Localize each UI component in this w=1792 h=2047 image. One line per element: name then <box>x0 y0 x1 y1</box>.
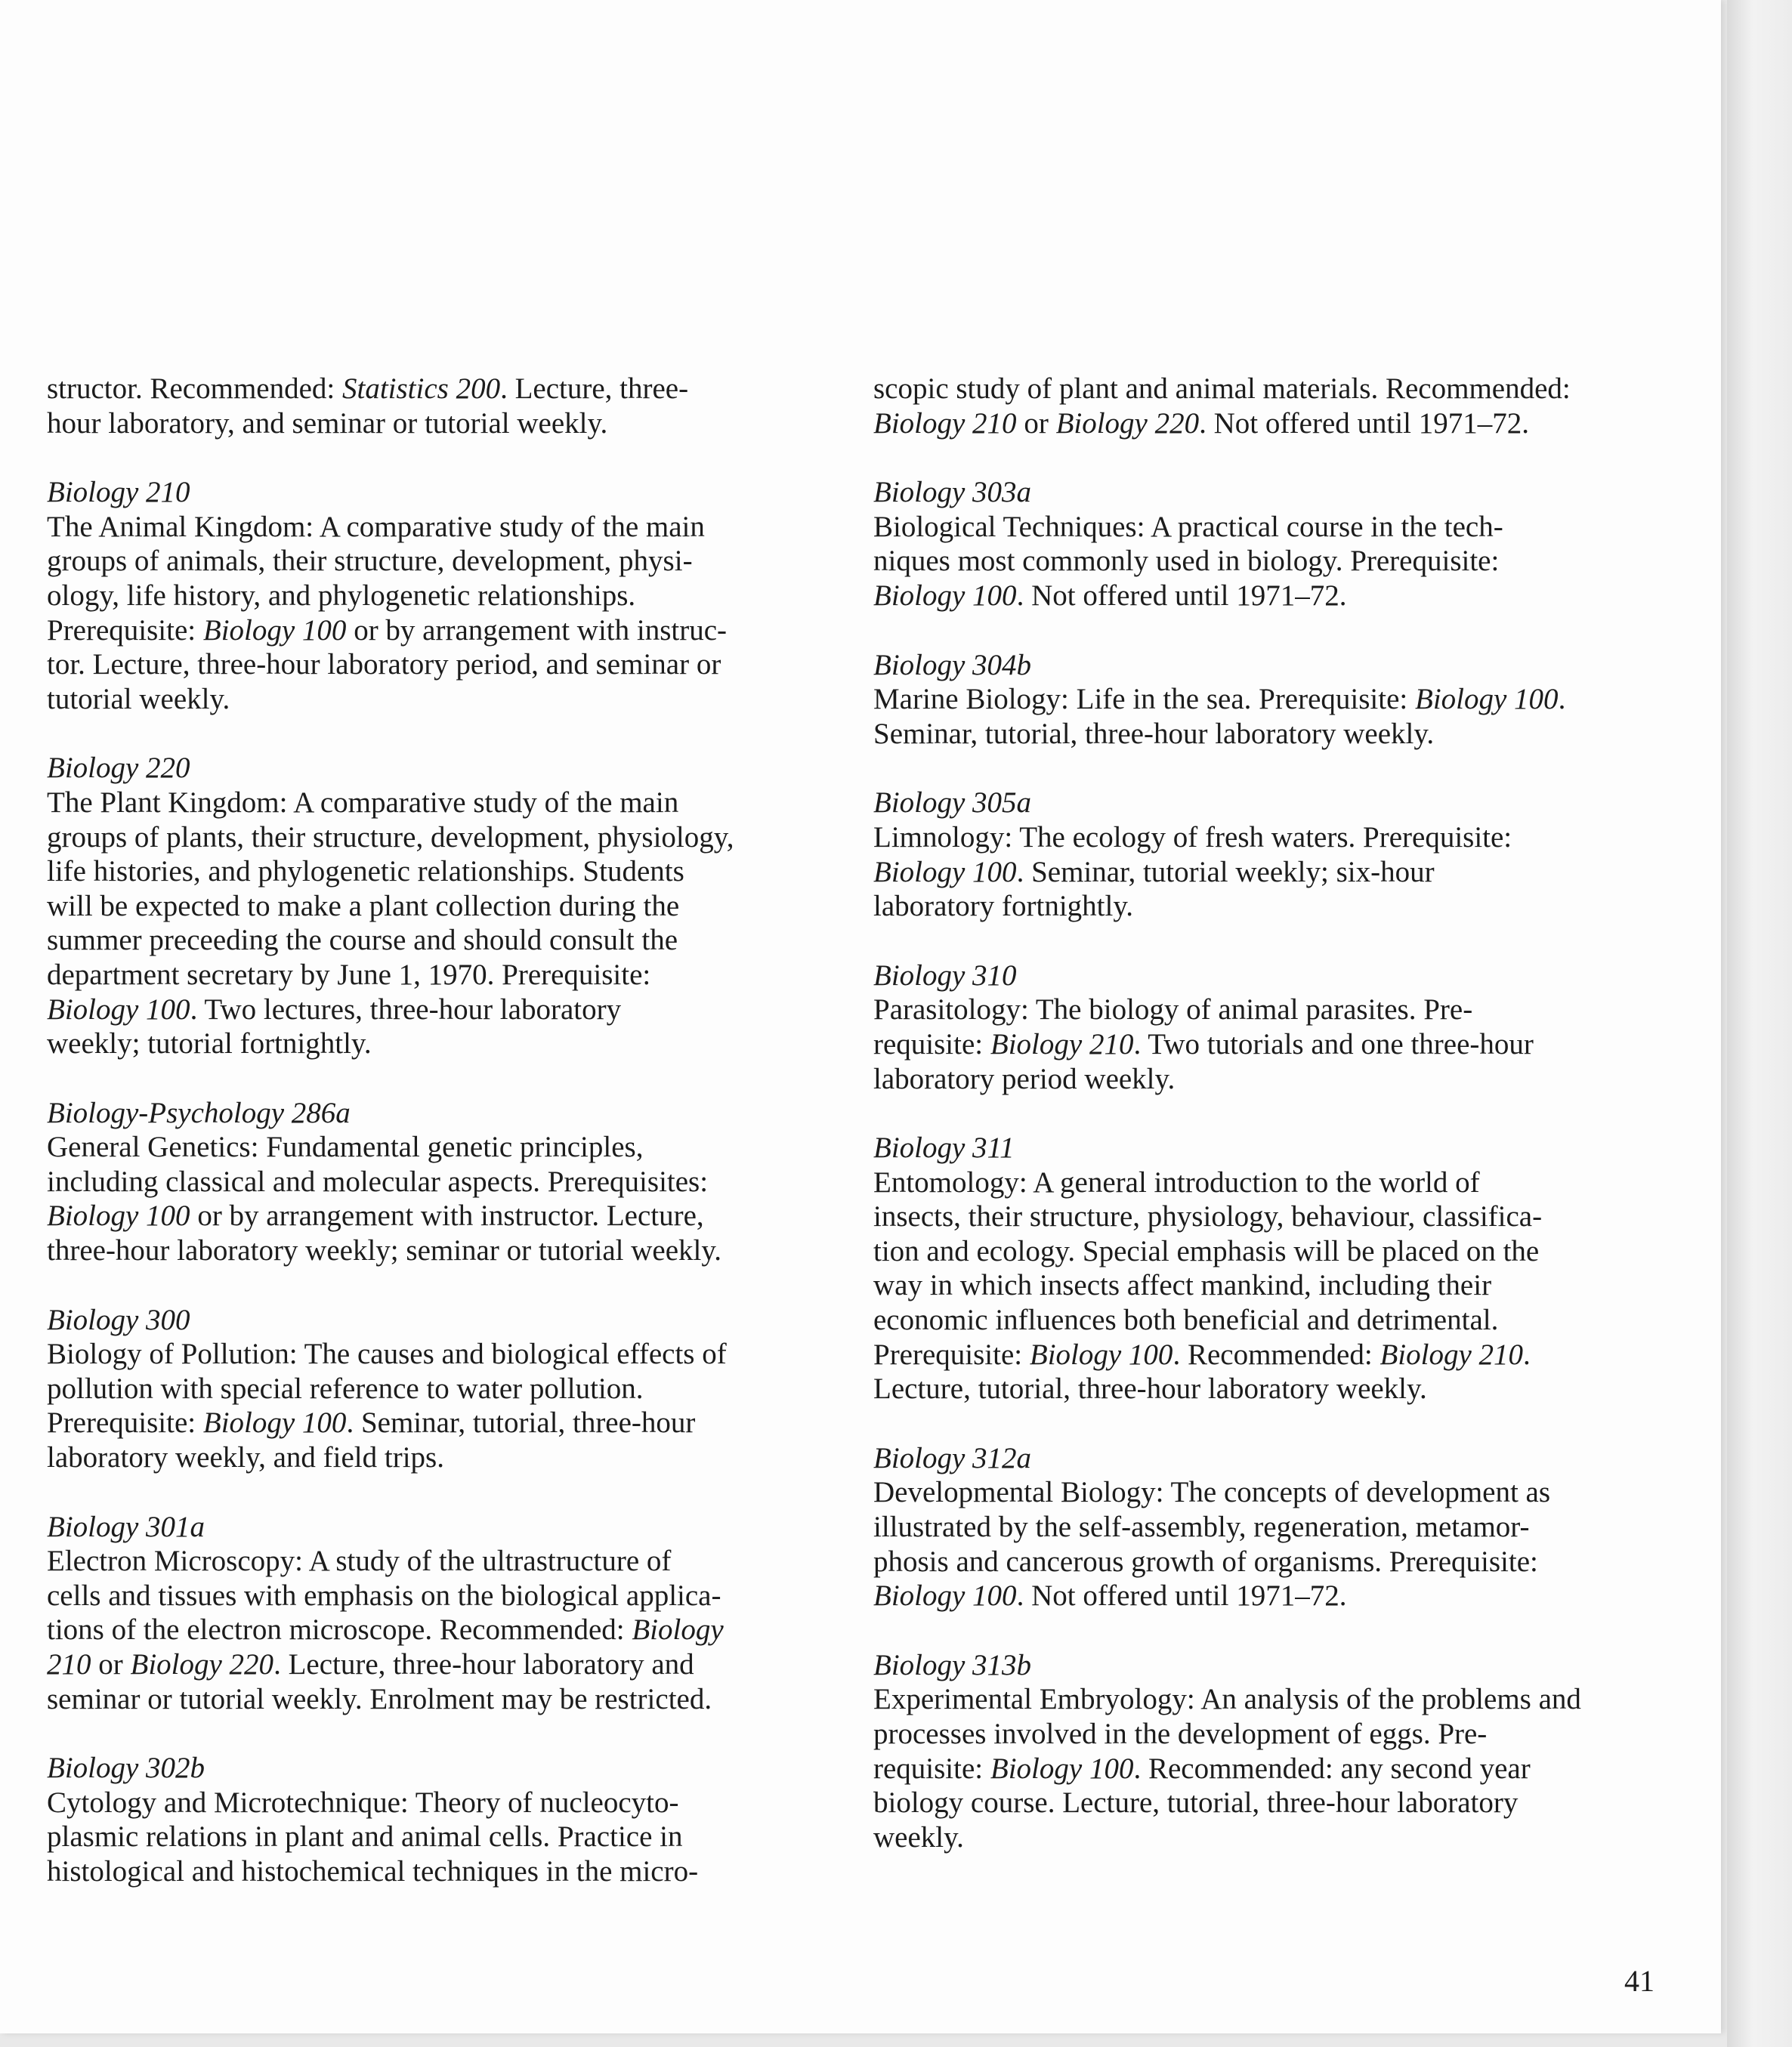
text-line <box>873 1545 1682 1579</box>
course-entry <box>47 1303 848 1475</box>
course-reference: Biology 100 <box>47 993 190 1026</box>
text-segment: . Not offered until 1971–72. <box>1016 1579 1347 1613</box>
text-segment: Limnology: The ecology of fresh waters. Prerequisite: <box>873 820 1512 854</box>
text-segment: Parasitology: The biology of animal parasites. Pre- <box>873 993 1473 1027</box>
text-segment: The Animal Kingdom: A comparative study of the main <box>47 510 705 543</box>
text-line <box>47 1440 848 1475</box>
text-segment: . Seminar, tutorial weekly; six-hour <box>1016 855 1435 888</box>
course-reference: Statistics 200 <box>342 372 501 405</box>
text-segment: weekly; tutorial fortnightly. <box>47 1027 372 1061</box>
text-segment: Experimental Embryology: An analysis of the problems and <box>873 1683 1581 1716</box>
text-line <box>47 1820 848 1854</box>
text-line <box>47 372 848 406</box>
course-heading: Biology 312a <box>873 1441 1032 1474</box>
text-segment: life histories, and phylogenetic relationships. Students <box>47 855 684 888</box>
text-segment: way in which insects affect mankind, including their <box>873 1269 1492 1302</box>
text-line <box>47 1647 848 1682</box>
text-segment: . Recommended: any second year <box>1133 1752 1531 1785</box>
text-segment: or <box>91 1648 131 1681</box>
text-segment: requisite: <box>873 1752 990 1785</box>
text-segment: Biological Techniques: A practical course in the tech- <box>873 510 1503 543</box>
text-segment: including classical and molecular aspects. Prerequisites: <box>47 1165 709 1198</box>
course-heading: Biology 220 <box>47 752 190 785</box>
text-line <box>873 372 1682 406</box>
course-reference: Biology 100 <box>873 855 1017 888</box>
text-line <box>873 820 1682 855</box>
text-segment: groups of animals, their structure, development, physi- <box>47 545 693 578</box>
text-segment: . Two lectures, three-hour laboratory <box>190 993 622 1026</box>
text-line <box>47 1544 848 1579</box>
text-line <box>873 1303 1682 1338</box>
text-segment: Marine Biology: Life in the sea. Prerequisite: <box>873 683 1415 716</box>
left-column <box>47 372 848 1889</box>
course-entry <box>47 1751 848 1888</box>
course-reference: Biology 100 <box>990 1752 1134 1785</box>
course-heading: Biology 311 <box>873 1132 1015 1165</box>
course-entry <box>873 475 1682 613</box>
text-segment: tor. Lecture, three-hour laboratory period, and seminar or <box>47 648 721 681</box>
text-segment: department secretary by June 1, 1970. Prerequisite: <box>47 958 651 991</box>
text-line <box>47 1027 848 1061</box>
text-segment: Prerequisite: <box>873 1338 1030 1371</box>
course-reference: Biology 220 <box>130 1648 274 1681</box>
text-line <box>873 1338 1682 1372</box>
text-segment: hour laboratory, and seminar or tutorial weekly. <box>47 406 608 440</box>
page-number: 41 <box>1624 1964 1655 1998</box>
text-segment: or by arrangement with instruc- <box>346 613 728 647</box>
course-heading: Biology 303a <box>873 476 1032 509</box>
text-segment: economic influences both beneficial and detrimental. <box>873 1304 1499 1337</box>
course-reference: Biology 100 <box>1415 683 1559 716</box>
text-line <box>873 855 1682 890</box>
text-line <box>47 1233 848 1268</box>
text-segment: Cytology and Microtechnique: Theory of nucleocyto- <box>47 1786 679 1819</box>
text-line <box>47 682 848 717</box>
text-line <box>47 786 848 820</box>
course-reference: 210 <box>47 1648 91 1681</box>
course-entry <box>873 648 1682 752</box>
course-entry <box>873 786 1682 923</box>
text-line <box>47 1579 848 1613</box>
text-line <box>873 1579 1682 1613</box>
text-segment: Prerequisite: <box>47 613 203 647</box>
text-segment: laboratory fortnightly. <box>873 890 1134 923</box>
course-entry <box>873 959 1682 1096</box>
text-line <box>47 1337 848 1372</box>
text-line <box>47 993 848 1027</box>
course-heading: Biology 310 <box>873 959 1017 992</box>
course-reference: Biology 100 <box>202 613 347 647</box>
text-segment: The Plant Kingdom: A comparative study of the main <box>47 786 679 819</box>
course-reference: Biology 100 <box>873 579 1017 612</box>
text-line <box>873 1682 1682 1717</box>
text-segment: . Lecture, three- <box>500 372 689 405</box>
course-reference: Biology 210 <box>990 1027 1134 1061</box>
text-line <box>47 406 848 441</box>
course-reference: Biology 100 <box>202 1406 347 1440</box>
text-segment: or by arrangement with instructor. Lecture, <box>190 1199 704 1233</box>
text-line <box>873 406 1682 441</box>
text-line <box>47 889 848 924</box>
text-line <box>873 1752 1682 1786</box>
course-heading: Biology 301a <box>47 1510 205 1543</box>
text-line <box>873 1372 1682 1406</box>
course-reference: Biology 100 <box>47 1199 190 1233</box>
text-segment: weekly. <box>873 1820 964 1854</box>
text-segment: three-hour laboratory weekly; seminar or tutorial weekly. <box>47 1234 722 1267</box>
text-line <box>47 544 848 579</box>
course-entry <box>873 1441 1682 1613</box>
text-line <box>873 1199 1682 1234</box>
course-entry <box>47 751 848 1061</box>
text-line <box>873 1820 1682 1855</box>
text-segment: . <box>1523 1338 1531 1371</box>
text-segment: . Lecture, three-hour laboratory and <box>273 1648 694 1681</box>
text-segment: groups of plants, their structure, development, physiology, <box>47 820 734 854</box>
text-segment: pollution with special reference to water pollution. <box>47 1372 644 1405</box>
course-entry <box>47 1510 848 1717</box>
text-segment: . Not offered until 1971–72. <box>1199 406 1530 440</box>
text-segment: Developmental Biology: The concepts of development as <box>873 1476 1551 1509</box>
text-line <box>873 1062 1682 1097</box>
text-line <box>873 1510 1682 1545</box>
course-heading: Biology 210 <box>47 476 190 509</box>
text-line <box>873 889 1682 924</box>
text-line <box>873 1717 1682 1752</box>
text-line <box>47 1613 848 1647</box>
course-heading: Biology 305a <box>873 786 1032 820</box>
text-line <box>873 1166 1682 1200</box>
text-line <box>873 510 1682 545</box>
text-segment: or <box>1016 406 1056 440</box>
text-line <box>873 1234 1682 1269</box>
course-reference: Biology 100 <box>1029 1338 1173 1371</box>
text-segment: . Two tutorials and one three-hour <box>1133 1027 1534 1061</box>
text-segment: structor. Recommended: <box>47 372 342 405</box>
text-segment: Lecture, tutorial, three-hour laboratory weekly. <box>873 1372 1427 1406</box>
course-heading: Biology-Psychology 286a <box>47 1096 351 1129</box>
page-edge <box>1727 0 1792 2047</box>
text-line <box>873 717 1682 752</box>
text-segment: insects, their structure, physiology, behaviour, classifica- <box>873 1200 1543 1233</box>
course-entry <box>47 475 848 716</box>
text-segment: cells and tissues with emphasis on the biological applica- <box>47 1579 721 1612</box>
text-line <box>873 1786 1682 1820</box>
text-line <box>47 647 848 682</box>
text-line <box>47 1199 848 1233</box>
text-segment: Electron Microscopy: A study of the ultrastructure of <box>47 1545 672 1578</box>
text-line <box>873 579 1682 613</box>
text-segment: . Recommended: <box>1173 1338 1380 1371</box>
text-segment: Biology of Pollution: The causes and biological effects of <box>47 1338 727 1371</box>
course-heading: Biology 304b <box>873 648 1032 681</box>
text-line <box>47 579 848 613</box>
text-segment: plasmic relations in plant and animal cells. Practice in <box>47 1820 683 1854</box>
text-segment: niques most commonly used in biology. Prerequisite: <box>873 545 1500 578</box>
right-column <box>873 372 1682 1854</box>
course-entry <box>873 372 1682 440</box>
text-line <box>47 820 848 855</box>
text-line <box>47 923 848 958</box>
text-line <box>47 613 848 648</box>
text-segment: Prerequisite: <box>47 1406 203 1440</box>
text-segment: illustrated by the self-assembly, regeneration, metamor- <box>873 1511 1530 1544</box>
course-heading: Biology 313b <box>873 1648 1032 1681</box>
text-line <box>47 1165 848 1199</box>
text-segment: . Seminar, tutorial, three-hour <box>346 1406 696 1440</box>
text-line <box>873 1027 1682 1062</box>
text-line <box>873 544 1682 579</box>
text-segment: requisite: <box>873 1027 990 1061</box>
text-segment: General Genetics: Fundamental genetic principles, <box>47 1131 644 1164</box>
text-segment: Entomology: A general introduction to the world of <box>873 1166 1480 1199</box>
text-segment: tions of the electron microscope. Recommended: <box>47 1613 632 1647</box>
text-segment: . Not offered until 1971–72. <box>1016 579 1347 612</box>
course-reference: Biology 210 <box>1380 1338 1524 1371</box>
text-segment: will be expected to make a plant collection during the <box>47 889 680 922</box>
text-segment: summer preceeding the course and should consult the <box>47 924 678 957</box>
course-reference: Biology 100 <box>873 1579 1017 1613</box>
course-heading: Biology 300 <box>47 1303 190 1336</box>
text-line <box>47 1130 848 1165</box>
text-line <box>47 1406 848 1440</box>
text-line <box>873 682 1682 717</box>
text-line <box>873 1268 1682 1303</box>
text-segment: tutorial weekly. <box>47 682 230 715</box>
text-segment: laboratory weekly, and field trips. <box>47 1441 444 1474</box>
text-segment: Seminar, tutorial, three-hour laboratory weekly. <box>873 717 1435 750</box>
text-line <box>47 1854 848 1889</box>
text-segment: phosis and cancerous growth of organisms. Prerequisite: <box>873 1545 1538 1578</box>
text-line <box>873 993 1682 1027</box>
text-segment: scopic study of plant and animal materials. Recommended: <box>873 372 1571 405</box>
text-line <box>47 1372 848 1406</box>
text-segment: processes involved in the development of eggs. Pre- <box>873 1718 1488 1750</box>
text-line <box>47 1682 848 1717</box>
course-entry <box>873 1131 1682 1406</box>
text-segment: ology, life history, and phylogenetic relationships. <box>47 579 636 612</box>
text-segment: tion and ecology. Special emphasis will be placed on the <box>873 1234 1540 1267</box>
course-entry <box>47 372 848 440</box>
course-heading: Biology 302b <box>47 1752 205 1785</box>
text-line <box>47 958 848 993</box>
course-entry <box>47 1096 848 1268</box>
text-line <box>47 854 848 889</box>
text-line <box>47 510 848 545</box>
course-reference: Biology 210 <box>873 406 1017 440</box>
text-line <box>873 1475 1682 1510</box>
text-segment: laboratory period weekly. <box>873 1062 1176 1095</box>
text-line <box>47 1786 848 1820</box>
course-reference: Biology 220 <box>1055 406 1200 440</box>
text-segment: . <box>1558 683 1566 716</box>
course-reference: Biology <box>632 1613 724 1647</box>
text-segment: seminar or tutorial weekly. Enrolment may be restricted. <box>47 1682 712 1715</box>
course-entry <box>873 1648 1682 1855</box>
text-segment: biology course. Lecture, tutorial, three-hour laboratory <box>873 1786 1519 1820</box>
text-segment: histological and histochemical techniques in the micro- <box>47 1854 699 1888</box>
